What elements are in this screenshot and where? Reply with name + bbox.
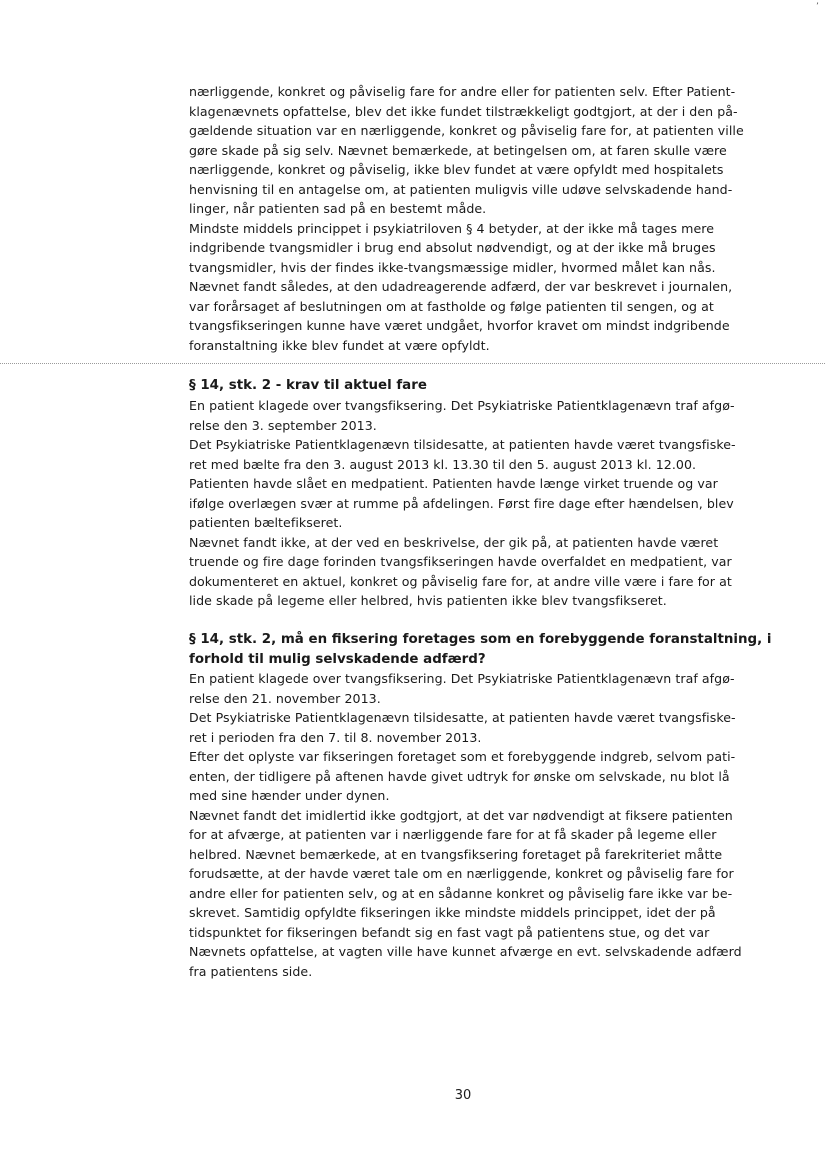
- text-line: fra patientens side.: [189, 963, 313, 979]
- text-line: relse den 3. september 2013.: [189, 417, 377, 433]
- text-line: Nævnets opfattelse, at vagten ville have kunnet afværge en evt. selvskadende adfærd: [189, 944, 742, 959]
- section-heading-forebyggende: [189, 630, 772, 669]
- text-line: andre eller for patienten selv, og at en sådanne konkret og påviselig fare ikke var be-: [189, 885, 733, 901]
- text-line: Det Psykiatriske Patientklagenævn tilsidesatte, at patienten havde været tvangsfiske-: [189, 437, 736, 452]
- heading-line: § 14, stk. 2, må en fiksering foretages som en forebyggende foranstaltning, i: [189, 632, 772, 647]
- text-line: nærliggende, konkret og påviselig, ikke blev fundet at være opfyldt med hospitalets: [189, 162, 724, 177]
- scan-corner-mark: ʼ: [816, 2, 819, 12]
- text-line: Nævnet fandt det imidlertid ikke godtgjort, at det var nødvendigt at fiksere patienten: [189, 807, 733, 823]
- section-divider: [0, 363, 825, 364]
- text-line: dokumenteret en aktuel, konkret og påviselig fare for, at andre ville være i fare for at: [189, 573, 732, 589]
- text-line: gøre skade på sig selv. Nævnet bemærkede, at betingelsen om, at faren skulle være: [189, 142, 727, 158]
- text-line: Det Psykiatriske Patientklagenævn tilsidesatte, at patienten havde været tvangsfiske-: [189, 710, 736, 725]
- text-line: tidspunktet for fikseringen befandt sig en fast vagt på patientens stue, og det var: [189, 924, 710, 940]
- section-heading-aktuel-fare: § 14, stk. 2 - krav til aktuel fare: [189, 378, 427, 393]
- text-line: lide skade på legeme eller helbred, hvis patienten ikke blev tvangsfikseret.: [189, 593, 667, 608]
- text-line: Mindste middels princippet i psykiatriloven § 4 betyder, at der ikke må tages mere: [189, 220, 714, 236]
- heading-line: forhold til mulig selvskadende adfærd?: [189, 651, 486, 667]
- text-line: Nævnet fandt ikke, at der ved en beskrivelse, der gik på, at patienten havde været: [189, 534, 719, 550]
- text-line: forudsætte, at der havde været tale om en nærliggende, konkret og påviselig fare for: [189, 866, 734, 881]
- text-line: ret med bælte fra den 3. august 2013 kl. 13.30 til den 5. august 2013 kl. 12.00.: [189, 456, 697, 472]
- text-line: klagenævnets opfattelse, blev det ikke fundet tilstrækkeligt godtgjort, at der i den på-: [189, 103, 738, 119]
- text-line: Patienten havde slået en medpatient. Patienten havde længe virket truende og var: [189, 476, 718, 491]
- text-line: indgribende tvangsmidler i brug end absolut nødvendigt, og at der ikke må bruges: [189, 240, 716, 255]
- text-line: for at afværge, at patienten var i nærliggende fare for at få skader på legeme eller: [189, 827, 717, 842]
- text-line: relse den 21. november 2013.: [189, 690, 381, 706]
- text-line: tvangsmidler, hvis der findes ikke-tvangsmæssige midler, hvormed målet kan nås.: [189, 259, 716, 275]
- text-line: tvangsfikseringen kunne have været undgået, hvorfor kravet om mindst indgribende: [189, 318, 730, 333]
- text-line: var forårsaget af beslutningen om at fastholde og følge patienten til sengen, og at: [189, 298, 714, 314]
- text-line: henvisning til en antagelse om, at patienten muligvis ville udøve selvskadende hand-: [189, 181, 733, 197]
- text-line: med sine hænder under dynen.: [189, 788, 390, 803]
- text-line: truende og fire dage forinden tvangsfikseringen havde overfaldet en medpatient, var: [189, 554, 732, 569]
- text-line: ret i perioden fra den 7. til 8. november 2013.: [189, 729, 482, 745]
- text-line: linger, når patienten sad på en bestemt måde.: [189, 201, 487, 216]
- text-line: En patient klagede over tvangsfiksering. Det Psykiatriske Patientklagenævn traf afgø-: [189, 398, 735, 413]
- text-line: En patient klagede over tvangsfiksering. Det Psykiatriske Patientklagenævn traf afgø-: [189, 671, 735, 686]
- text-line: ifølge overlægen svær at rumme på afdelingen. Først fire dage efter hændelsen, blev: [189, 495, 734, 511]
- text-line: Nævnet fandt således, at den udadreagerende adfærd, der var beskrevet i journalen,: [189, 279, 733, 294]
- text-line: skrevet. Samtidig opfyldte fikseringen ikke mindste middels princippet, idet der på: [189, 905, 716, 920]
- text-line: foranstaltning ikke blev fundet at være opfyldt.: [189, 337, 490, 353]
- body-text-aktuel-fare: [189, 396, 749, 611]
- page-number: 30: [454, 1088, 472, 1103]
- body-text-continuation: [189, 82, 749, 355]
- text-line: patienten bæltefikseret.: [189, 515, 343, 530]
- text-line: helbred. Nævnet bemærkede, at en tvangsfiksering foretaget på farekriteriet måtte: [189, 846, 723, 862]
- text-line: enten, der tidligere på aftenen havde givet udtryk for ønske om selvskade, nu blot lå: [189, 768, 730, 784]
- text-line: nærliggende, konkret og påviselig fare for andre eller for patienten selv. Efter Patient-: [189, 84, 736, 99]
- text-line: gældende situation var en nærliggende, konkret og påviselig fare for, at patienten ville: [189, 123, 744, 138]
- body-text-forebyggende: [189, 669, 749, 981]
- text-line: Efter det oplyste var fikseringen foretaget som et forebyggende indgreb, selvom pati-: [189, 749, 736, 764]
